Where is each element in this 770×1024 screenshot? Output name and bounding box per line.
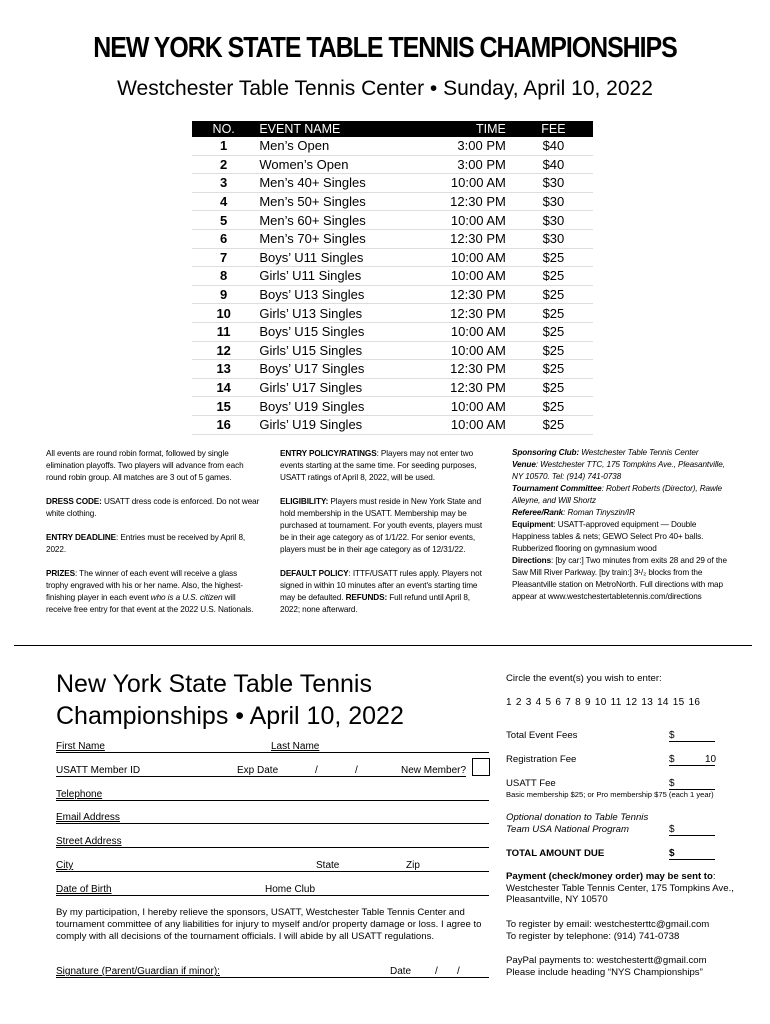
- event-time: 10:00 AM: [381, 415, 514, 434]
- event-fee: $25: [514, 378, 593, 397]
- info-column-general: [46, 448, 260, 628]
- event-fee: $25: [514, 360, 593, 379]
- donation-label-line2: Team USA National Program: [506, 824, 629, 835]
- event-fee: $30: [514, 211, 593, 230]
- paypal-heading-text: Please include heading “NYS Championships”: [506, 967, 703, 978]
- event-number: 11: [192, 322, 255, 341]
- event-number-option[interactable]: 6: [555, 697, 562, 708]
- event-row: [192, 248, 593, 267]
- event-time: 3:00 PM: [381, 155, 514, 174]
- event-name: Boys’ U19 Singles: [255, 397, 381, 416]
- event-number: 8: [192, 267, 255, 286]
- exp-date-slash: /: [355, 765, 358, 776]
- event-time: 10:00 AM: [381, 322, 514, 341]
- events-table-header: [192, 121, 593, 137]
- event-name: Girls’ U11 Singles: [255, 267, 381, 286]
- event-number: 15: [192, 397, 255, 416]
- state-label: State: [316, 860, 340, 871]
- event-row: [192, 137, 593, 155]
- event-fee: $40: [514, 137, 593, 155]
- event-time: 12:30 PM: [381, 192, 514, 211]
- signature-label: Signature (Parent/Guardian if minor):: [56, 966, 220, 977]
- event-row: [192, 155, 593, 174]
- event-row: [192, 415, 593, 434]
- circle-events-label: Circle the event(s) you wish to enter:: [506, 673, 662, 684]
- event-row: [192, 378, 593, 397]
- exp-date-slash: /: [315, 765, 318, 776]
- committee-text: Tournament Committee: Robert Roberts (Director), Rawle Alleyne, and Will Shortz: [512, 484, 722, 505]
- event-number: 1: [192, 137, 255, 155]
- paypal-text: PayPal payments to: westchestertt@gmail.com: [506, 955, 707, 966]
- event-fee: $30: [514, 174, 593, 193]
- usatt-fee-label: USATT Fee: [506, 778, 556, 789]
- referee-text: Referee/Rank: Roman Tinyszin/IR: [512, 508, 635, 517]
- event-row: [192, 304, 593, 323]
- donation-field[interactable]: [669, 835, 715, 836]
- registration-fee-dollar: $: [669, 754, 675, 765]
- event-fee: $25: [514, 397, 593, 416]
- total-event-fees-label: Total Event Fees: [506, 730, 578, 741]
- event-name: Men’s 70+ Singles: [255, 229, 381, 248]
- sponsoring-club-text: Sponsoring Club: Westchester Table Tennis Center: [512, 448, 699, 457]
- event-number: 3: [192, 174, 255, 193]
- event-number: 14: [192, 378, 255, 397]
- email-field[interactable]: [56, 823, 489, 824]
- event-fee: $25: [514, 304, 593, 323]
- event-row: [192, 174, 593, 193]
- total-event-fees-dollar: $: [669, 730, 675, 741]
- event-number-option[interactable]: 13: [641, 697, 654, 708]
- new-member-label: New Member?: [401, 765, 467, 776]
- section-divider: [14, 645, 752, 646]
- event-row: [192, 285, 593, 304]
- event-number: 9: [192, 285, 255, 304]
- event-fee: $25: [514, 322, 593, 341]
- liability-release-text: By my participation, I hereby relieve the sponsors, USATT, Westchester Table Tennis Center and tournament committee of any liabilities for injury to myself and/or property damage or loss. I agree to comply with all decisions of the tournament officials. I will abide by all USATT regulations.: [56, 907, 482, 942]
- event-number: 2: [192, 155, 255, 174]
- event-row: [192, 360, 593, 379]
- event-number-option[interactable]: 3: [525, 697, 532, 708]
- city-field[interactable]: [56, 871, 489, 872]
- event-number-option[interactable]: 8: [575, 697, 581, 708]
- event-name: Men’s 40+ Singles: [255, 174, 381, 193]
- event-name: Boys’ U11 Singles: [255, 248, 381, 267]
- event-fee: $25: [514, 285, 593, 304]
- signature-date-label: Date: [390, 966, 412, 977]
- event-number: 13: [192, 360, 255, 379]
- event-time: 10:00 AM: [381, 248, 514, 267]
- event-time: 12:30 PM: [381, 285, 514, 304]
- event-time: 10:00 AM: [381, 174, 514, 193]
- event-name: Boys’ U17 Singles: [255, 360, 381, 379]
- registration-fee-amount: 10: [705, 754, 717, 765]
- total-due-dollar: $: [669, 848, 675, 859]
- date-of-birth-field[interactable]: [56, 895, 489, 896]
- event-fee: $30: [514, 192, 593, 211]
- event-row: [192, 397, 593, 416]
- event-time: 12:30 PM: [381, 229, 514, 248]
- format-text: All events are round robin format, followed by single elimination playoffs. Two players will advance from each round robin group. All matches are 3 out of 5 games.: [46, 449, 244, 482]
- home-club-label: Home Club: [265, 884, 316, 895]
- event-number: 5: [192, 211, 255, 230]
- first-name-label: First Name: [56, 741, 105, 752]
- event-name: Boys’ U13 Singles: [255, 285, 381, 304]
- event-time: 10:00 AM: [381, 267, 514, 286]
- event-time: 12:30 PM: [381, 360, 514, 379]
- event-number-option[interactable]: 14: [657, 697, 669, 708]
- payment-address-text: Payment (check/money order) may be sent to: Westchester Table Tennis Center, 175 Tompkins Ave., Pleasantville, NY 10570: [506, 871, 734, 905]
- event-number-option[interactable]: 15: [672, 697, 685, 708]
- event-number: 4: [192, 192, 255, 211]
- signature-field[interactable]: [56, 977, 489, 978]
- event-time: 10:00 AM: [381, 341, 514, 360]
- event-name: Girls’ U15 Singles: [255, 341, 381, 360]
- street-address-field[interactable]: [56, 847, 489, 848]
- event-fee: $25: [514, 341, 593, 360]
- total-event-fees-field[interactable]: [669, 741, 715, 742]
- event-number-option[interactable]: 4: [535, 697, 542, 708]
- event-name: Boys’ U15 Singles: [255, 322, 381, 341]
- usatt-id-field[interactable]: [56, 776, 466, 777]
- event-name: Girls’ U19 Singles: [255, 415, 381, 434]
- event-row: [192, 192, 593, 211]
- registration-fee-field: [669, 765, 715, 766]
- header-fee: FEE: [514, 121, 593, 137]
- event-name: Girls’ U13 Singles: [255, 304, 381, 323]
- page-subtitle: Westchester Table Tennis Center • Sunday, April 10, 2022: [117, 77, 653, 100]
- entry-deadline-text: ENTRY DEADLINE: Entries must be received by April 8, 2022.: [46, 533, 246, 554]
- usatt-fee-dollar: $: [669, 778, 675, 789]
- city-label: City: [56, 860, 74, 871]
- usatt-fee-note: Basic membership $25; or Pro membership $75 (each 1 year): [506, 790, 714, 799]
- total-due-field[interactable]: [669, 859, 715, 860]
- event-name: Men’s 60+ Singles: [255, 211, 381, 230]
- event-name: Men’s Open: [255, 137, 381, 155]
- event-name: Men’s 50+ Singles: [255, 192, 381, 211]
- event-number-option[interactable]: 9: [585, 697, 591, 708]
- event-number-option[interactable]: 16: [688, 697, 701, 708]
- event-number-option[interactable]: 5: [545, 697, 552, 708]
- signature-date-slash: /: [457, 966, 460, 977]
- event-time: 12:30 PM: [381, 378, 514, 397]
- last-name-label: Last Name: [271, 741, 320, 752]
- zip-label: Zip: [406, 860, 420, 871]
- donation-dollar: $: [669, 824, 675, 835]
- header-time: TIME: [381, 121, 514, 137]
- info-column-policy: [280, 448, 492, 628]
- event-number: 12: [192, 341, 255, 360]
- register-by-email-text: To register by email: westchesterttc@gmail.com: [506, 919, 710, 930]
- event-number-option[interactable]: 10: [594, 697, 607, 708]
- venue-text: Venue: Westchester TTC, 175 Tompkins Ave., Pleasantville, NY 10570. Tel: (914) 741-0738: [512, 460, 725, 481]
- street-address-label: Street Address: [56, 836, 122, 847]
- event-fee: $40: [514, 155, 593, 174]
- total-due-label: TOTAL AMOUNT DUE: [506, 848, 605, 859]
- new-member-checkbox[interactable]: [472, 758, 490, 776]
- donation-label-line1: Optional donation to Table Tennis: [506, 812, 649, 823]
- email-label: Email Address: [56, 812, 120, 823]
- dress-code-text: DRESS CODE: USATT dress code is enforced. Do not wear white clothing.: [46, 497, 260, 518]
- info-column-venue: [512, 447, 728, 603]
- default-policy-text: DEFAULT POLICY: ITTF/USATT rules apply. Players not signed in within 10 minutes after an event's starting time may be defaulted. REFUNDS: Full refund until April 8, 2022; none afterward.: [280, 569, 482, 614]
- event-time: 10:00 AM: [381, 397, 514, 416]
- event-number-list: [506, 697, 704, 708]
- event-fee: $25: [514, 248, 593, 267]
- prizes-text: PRIZES: The winner of each event will receive a glass trophy engraved with his or her name. Also, the highest-finishing player in each event who is a U.S. citizen will receive free entry for that event at the 2022 U.S. Nationals.: [46, 569, 254, 614]
- first-name-field[interactable]: [56, 752, 271, 753]
- exp-date-label: Exp Date: [237, 765, 279, 776]
- event-time: 3:00 PM: [381, 137, 514, 155]
- event-name: Girls’ U17 Singles: [255, 378, 381, 397]
- last-name-field[interactable]: [271, 752, 489, 753]
- events-table: [192, 121, 593, 435]
- usatt-id-label: USATT Member ID: [56, 765, 141, 776]
- event-number-option[interactable]: 7: [565, 697, 572, 708]
- directions-text: Directions: [by car:] Two minutes from exits 28 and 29 of the Saw Mill River Parkway. [by train:] 3¹/₂ blocks from the Pleasantville station on MetroNorth. Full directions with map appear at www.westchestertabletennis.com/directions: [512, 556, 727, 601]
- header-event-name: EVENT NAME: [255, 121, 381, 137]
- telephone-label: Telephone: [56, 789, 103, 800]
- page-title: NEW YORK STATE TABLE TENNIS CHAMPIONSHIPS: [93, 32, 677, 64]
- event-number: 16: [192, 415, 255, 434]
- event-row: [192, 322, 593, 341]
- event-time: 12:30 PM: [381, 304, 514, 323]
- event-number: 6: [192, 229, 255, 248]
- event-number: 10: [192, 304, 255, 323]
- eligibility-text: ELIGIBILITY: Players must reside in New York State and hold membership in the USATT. Membership may be purchased at tournament. For youth events, players must be in their age category as of 1/1/22. For senior events, players must be in their age category as of 12/31/22.: [280, 497, 483, 554]
- event-number-option[interactable]: 2: [515, 697, 522, 708]
- register-by-phone-text: To register by telephone: (914) 741-0738: [506, 931, 680, 942]
- event-fee: $25: [514, 267, 593, 286]
- event-fee: $30: [514, 229, 593, 248]
- event-number: 7: [192, 248, 255, 267]
- equipment-text: Equipment: USATT-approved equipment — Double Happiness tables & nets; GEWO Select Pro 40+ balls. Rubberized flooring on gymnasium wood: [512, 520, 704, 553]
- event-fee: $25: [514, 415, 593, 434]
- form-title: New York State Table Tennis Championships • April 10, 2022: [56, 670, 404, 730]
- event-number-option[interactable]: 1: [506, 697, 512, 708]
- event-name: Women’s Open: [255, 155, 381, 174]
- event-number-option[interactable]: 12: [625, 697, 638, 708]
- signature-date-slash: /: [435, 966, 438, 977]
- entry-policy-text: ENTRY POLICY/RATINGS: Players may not enter two events starting at the same time. For seeding purposes, USATT ratings of April 8, 2022, will be used.: [280, 449, 477, 482]
- header-no: NO.: [192, 121, 255, 137]
- event-row: [192, 267, 593, 286]
- event-row: [192, 341, 593, 360]
- date-of-birth-label: Date of Birth: [56, 884, 112, 895]
- event-row: [192, 211, 593, 230]
- event-row: [192, 229, 593, 248]
- telephone-field[interactable]: [56, 800, 489, 801]
- event-time: 10:00 AM: [381, 211, 514, 230]
- registration-fee-label: Registration Fee: [506, 754, 577, 765]
- event-number-option[interactable]: 11: [610, 697, 622, 708]
